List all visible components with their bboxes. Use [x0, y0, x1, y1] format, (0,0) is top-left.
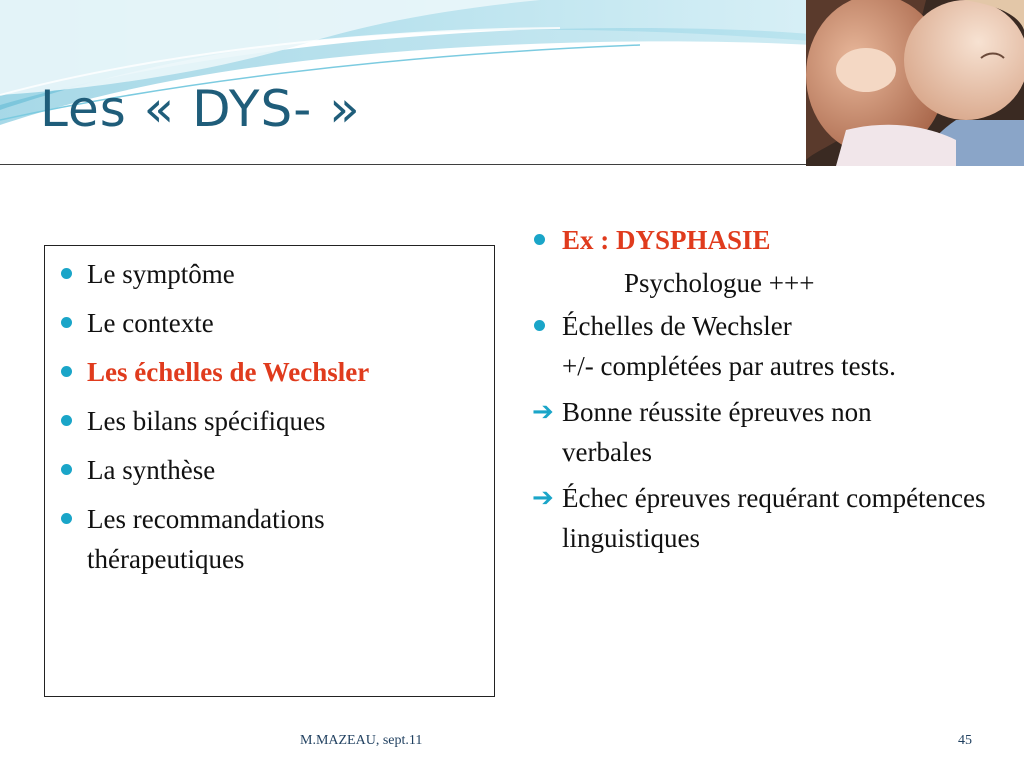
- bullet-dot-icon: [61, 317, 72, 328]
- list-item-text: Le symptôme: [87, 259, 235, 289]
- list-item-text: Les bilans spécifiques: [87, 406, 326, 436]
- bullet-dot-icon: [61, 464, 72, 475]
- header-divider: [0, 164, 806, 165]
- arrow-item-failure: [530, 478, 1002, 558]
- bullet-dot-icon: [534, 320, 545, 331]
- header-photo: [806, 0, 1024, 166]
- right-content: [530, 220, 1000, 558]
- list-item: [57, 303, 487, 343]
- list-item: [57, 401, 487, 441]
- scales-line-2: +/- complétées par autres tests.: [562, 351, 896, 381]
- example-heading-text: Ex : DYSPHASIE: [562, 225, 771, 255]
- list-item-text: Les recommandations thérapeutiques: [87, 504, 325, 574]
- list-item-text: Les échelles de Wechsler: [87, 357, 370, 387]
- bullet-dot-icon: [61, 268, 72, 279]
- list-item-text: Le contexte: [87, 308, 214, 338]
- scales-line-1: Échelles de Wechsler: [562, 311, 792, 341]
- list-item: [57, 450, 487, 490]
- list-item: [57, 499, 427, 579]
- bullet-dot-icon: [61, 366, 72, 377]
- bullet-dot-icon: [61, 415, 72, 426]
- list-item: [57, 254, 487, 294]
- parent-baby-image: [806, 0, 1024, 166]
- arrow-item-text: Échec épreuves requérant compétences linguistiques: [562, 483, 986, 553]
- list-item-text: La synthèse: [87, 455, 216, 485]
- right-arrow-icon: ➔: [532, 483, 554, 513]
- bullet-dot-icon: [534, 234, 545, 245]
- scales-item: [530, 306, 1000, 386]
- example-heading: [530, 220, 1000, 260]
- footer-author: M.MAZEAU, sept.11: [300, 733, 423, 748]
- left-bullet-list: [57, 254, 487, 588]
- page-number: 45: [958, 733, 972, 748]
- bullet-dot-icon: [61, 513, 72, 524]
- left-content-box: [44, 245, 495, 697]
- example-subtext: Psychologue +++: [624, 268, 815, 298]
- slide-title: Les « DYS- »: [40, 80, 361, 138]
- right-arrow-icon: ➔: [532, 397, 554, 427]
- list-item-highlighted: [57, 352, 487, 392]
- arrow-item-success: [530, 392, 962, 472]
- arrow-item-text: Bonne réussite épreuves non verbales: [562, 397, 872, 467]
